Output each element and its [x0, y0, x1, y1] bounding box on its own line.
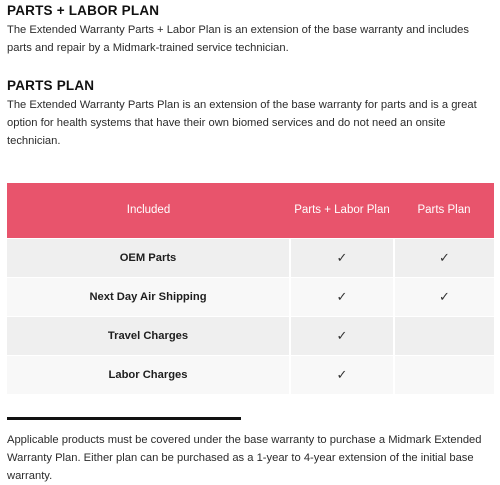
parts-labor-plan-heading: PARTS + LABOR PLAN — [7, 3, 160, 18]
check-icon: ✓ — [290, 278, 394, 317]
empty-cell — [394, 356, 494, 395]
parts-plan-section — [7, 78, 493, 150]
table-header — [7, 183, 494, 239]
footnote-divider — [7, 417, 241, 420]
row-item-label: Travel Charges — [7, 317, 290, 356]
check-icon: ✓ — [290, 356, 394, 395]
parts-plan-description: The Extended Warranty Parts Plan is an extension of the base warranty for parts and is a great option for health systems that have their own biomed services and do not need an onsite technician. — [7, 99, 477, 147]
parts-labor-plan-section — [7, 3, 493, 57]
check-icon: ✓ — [394, 278, 494, 317]
check-icon: ✓ — [290, 317, 394, 356]
table-row — [7, 278, 494, 317]
parts-labor-plan-description: The Extended Warranty Parts + Labor Plan is an extension of the base warranty and includes parts and repair by a Midmark-trained service technician. — [7, 24, 469, 54]
row-item-label: Next Day Air Shipping — [7, 278, 290, 317]
table-row — [7, 356, 494, 395]
header-parts-plan: Parts Plan — [394, 183, 494, 239]
row-item-label: Labor Charges — [7, 356, 290, 395]
plan-comparison-table — [7, 183, 494, 394]
table-body — [7, 239, 494, 395]
header-parts-labor-plan: Parts + Labor Plan — [290, 183, 394, 239]
row-item-label: OEM Parts — [7, 239, 290, 278]
table-row — [7, 317, 494, 356]
empty-cell — [394, 317, 494, 356]
header-included: Included — [7, 183, 290, 239]
table-row — [7, 239, 494, 278]
table-header-row — [7, 183, 494, 239]
check-icon: ✓ — [394, 239, 494, 278]
footnote-text: Applicable products must be covered under the base warranty to purchase a Midmark Extended Warranty Plan. Either plan can be purchased as a 1-year to 4-year extension of the initial base warranty. — [7, 434, 482, 482]
parts-plan-heading: PARTS PLAN — [7, 78, 95, 93]
check-icon: ✓ — [290, 239, 394, 278]
